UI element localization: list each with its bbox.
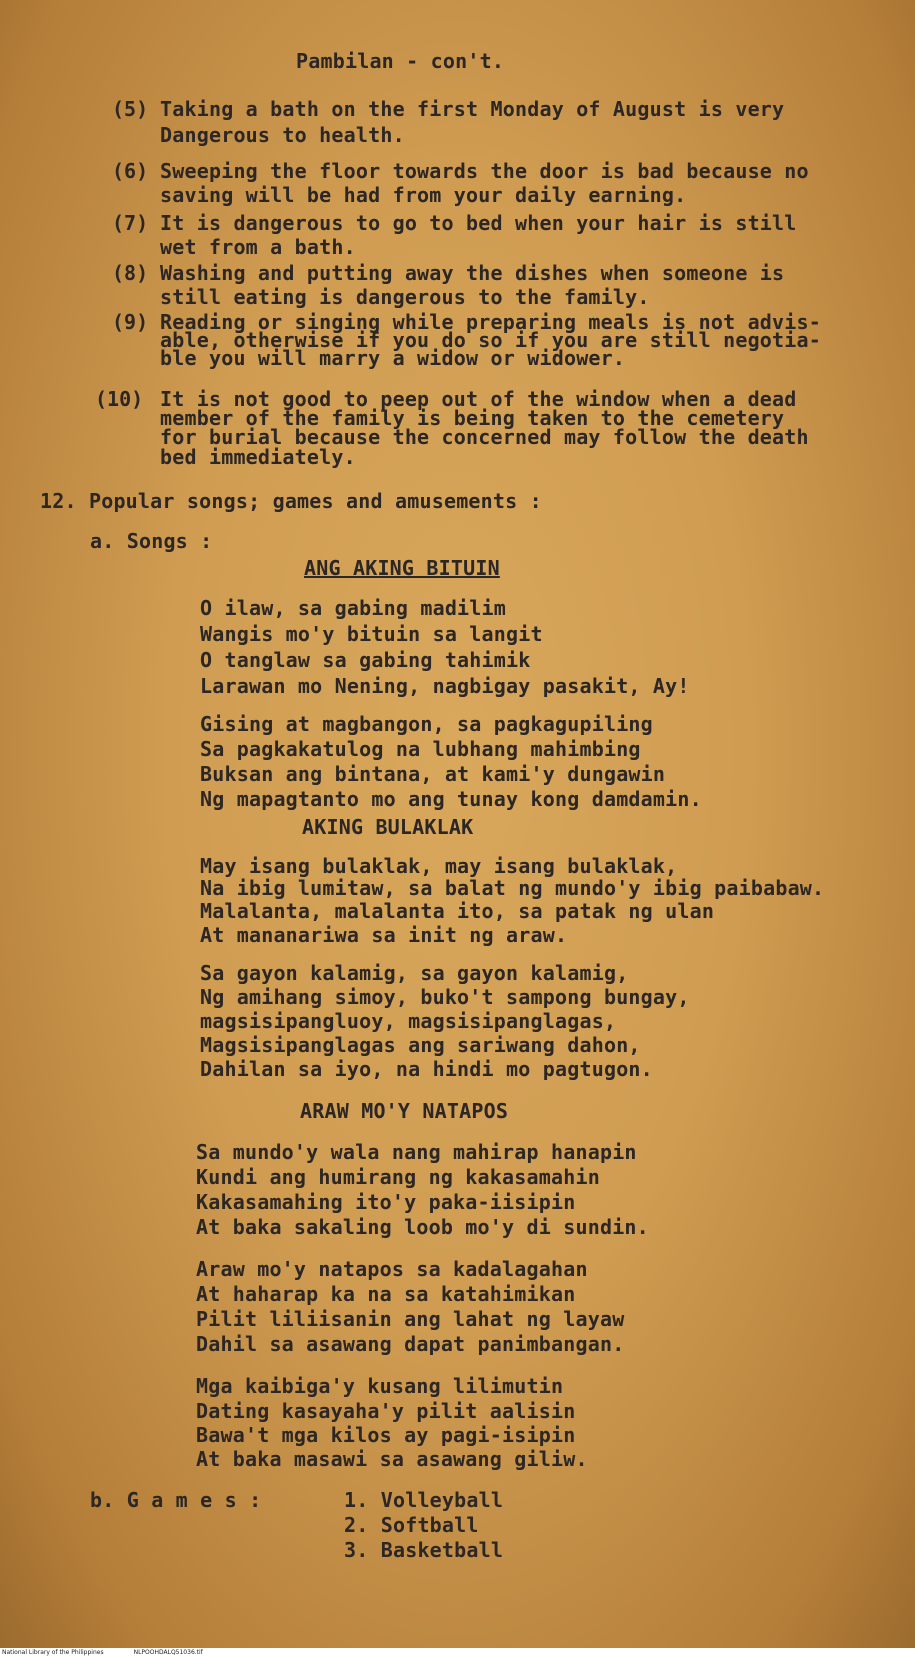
item-number: (10) (95, 387, 144, 411)
song-line: Bawa't mga kilos ay pagi-isipin (196, 1423, 576, 1447)
song-line: Larawan mo Nening, nagbigay pasakit, Ay! (200, 674, 690, 698)
song-line: At haharap ka na sa katahimikan (196, 1282, 576, 1306)
games-label: b. G a m e s : (90, 1488, 262, 1512)
scan-footer (0, 1648, 915, 1658)
belief-line: It is dangerous to go to bed when your hair is still (160, 211, 797, 235)
song-title: AKING BULAKLAK (302, 815, 474, 839)
belief-line: still eating is dangerous to the family. (160, 285, 650, 309)
song-line: O tanglaw sa gabing tahimik (200, 648, 531, 672)
game-item: 1. Volleyball (344, 1488, 504, 1512)
song-line: Wangis mo'y bituin sa langit (200, 622, 543, 646)
item-number: (7) (112, 211, 149, 235)
belief-line: able, otherwise if you do so if you are still negotia- (160, 328, 822, 352)
item-number: (5) (112, 97, 149, 121)
song-line: Dahil sa asawang dapat panimbangan. (196, 1332, 625, 1356)
song-title: ANG AKING BITUIN (304, 556, 500, 580)
song-line: May isang bulaklak, may isang bulaklak, (200, 854, 678, 878)
belief-line: wet from a bath. (160, 235, 356, 259)
item-number: (6) (112, 159, 149, 183)
belief-line: bed immediately. (160, 445, 356, 469)
belief-line: Dangerous to health. (160, 123, 405, 147)
game-item: 3. Basketball (344, 1538, 504, 1562)
song-line: Sa pagkakatulog na lubhang mahimbing (200, 737, 641, 761)
song-line: Sa gayon kalamig, sa gayon kalamig, (200, 961, 629, 985)
belief-line: Sweeping the floor towards the door is bad because no (160, 159, 809, 183)
footer-source: National Library of the Philippines (2, 1649, 104, 1656)
song-line: Ng mapagtanto mo ang tunay kong damdamin. (200, 787, 702, 811)
belief-line: Reading or singing while preparing meals is not advis- (160, 310, 822, 334)
belief-line: ble you will marry a widow or widower. (160, 346, 626, 370)
song-line: At mananariwa sa init ng araw. (200, 923, 568, 947)
song-line: Mga kaibiga'y kusang lilimutin (196, 1374, 564, 1398)
song-line: Sa mundo'y wala nang mahirap hanapin (196, 1140, 637, 1164)
item-number: (8) (112, 261, 149, 285)
belief-line: member of the family is being taken to the cemetery (160, 406, 785, 430)
item-number: (9) (112, 310, 149, 334)
song-title: ARAW MO'Y NATAPOS (300, 1099, 509, 1123)
belief-line: for burial because the concerned may follow the death (160, 425, 809, 449)
song-line: Buksan ang bintana, at kami'y dungawin (200, 762, 666, 786)
section-heading: 12. Popular songs; games and amusements : (40, 489, 542, 513)
song-line: Pilit liliisanin ang lahat ng layaw (196, 1307, 625, 1331)
song-line: At baka sakaling loob mo'y di sundin. (196, 1215, 649, 1239)
song-line: Dating kasayaha'y pilit aalisin (196, 1399, 576, 1423)
game-item: 2. Softball (344, 1513, 479, 1537)
song-line: Malalanta, malalanta ito, sa patak ng ulan (200, 899, 715, 923)
song-line: Araw mo'y natapos sa kadalagahan (196, 1257, 588, 1281)
song-line: Dahilan sa iyo, na hindi mo pagtugon. (200, 1057, 653, 1081)
song-line: Ng amihang simoy, buko't sampong bungay, (200, 985, 690, 1009)
belief-line: It is not good to peep out of the window when a dead (160, 387, 797, 411)
song-line: Magsisipanglagas ang sariwang dahon, (200, 1033, 641, 1057)
song-line: Kundi ang humirang ng kakasamahin (196, 1165, 600, 1189)
song-line: At baka masawi sa asawang giliw. (196, 1447, 588, 1471)
song-line: O ilaw, sa gabing madilim (200, 596, 507, 620)
belief-line: Taking a bath on the first Monday of August is very (160, 97, 785, 121)
song-line: Na ibig lumitaw, sa balat ng mundo'y ibig paibabaw. (200, 876, 825, 900)
belief-line: Washing and putting away the dishes when someone is (160, 261, 785, 285)
songs-label: a. Songs : (90, 529, 213, 553)
song-line: Kakasamahing ito'y paka-iisipin (196, 1190, 576, 1214)
belief-line: saving will be had from your daily earning. (160, 183, 687, 207)
song-line: magsisipangluoy, magsisipanglagas, (200, 1009, 617, 1033)
song-line: Gising at magbangon, sa pagkagupiling (200, 712, 653, 736)
page-header: Pambilan - con't. (296, 49, 505, 73)
footer-filename: NLPOOHDALQ51036.tif (133, 1649, 203, 1656)
